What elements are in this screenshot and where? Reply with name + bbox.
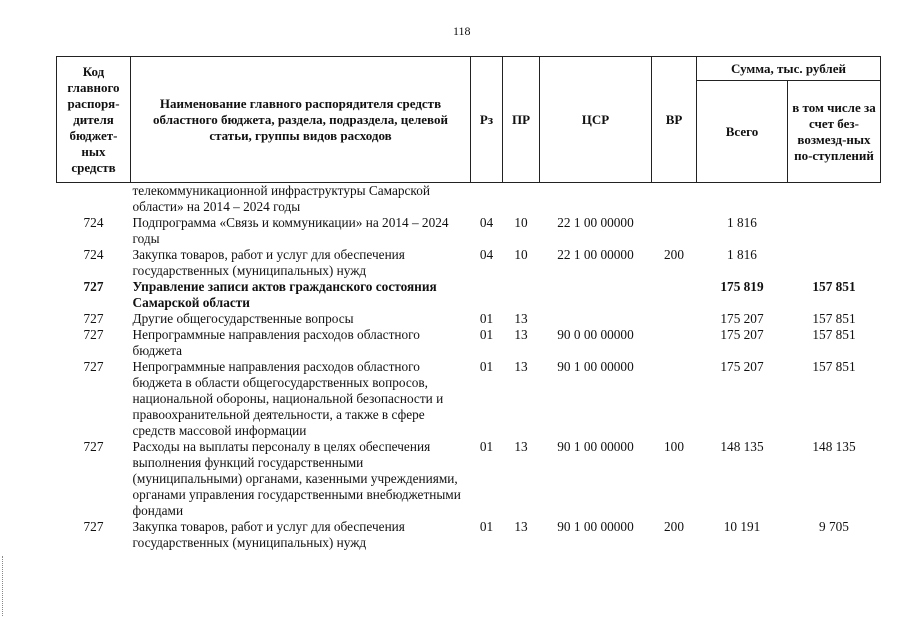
row-name: Закупка товаров, работ и услуг для обеспечения государственных (муниципальных) нужд: [132, 247, 405, 278]
row-csr: 90 0 00 00000: [557, 327, 634, 342]
table-row: [57, 247, 881, 279]
row-name: телекоммуникационной инфраструктуры Самарской области» на 2014 – 2024 годы: [132, 183, 430, 214]
table-row: [57, 327, 881, 359]
row-pr: 13: [514, 519, 528, 534]
row-code: 724: [83, 247, 104, 262]
row-total: 175 819: [720, 279, 764, 294]
header-rz: Рз: [471, 57, 503, 183]
row-csr: 22 1 00 00000: [557, 215, 634, 230]
row-code: 724: [83, 215, 104, 230]
row-csr: [540, 279, 652, 311]
row-pr: 13: [514, 327, 528, 342]
row-rz: 01: [479, 359, 494, 374]
row-incl: [788, 183, 881, 216]
row-code: 727: [83, 279, 104, 294]
row-code: [57, 183, 131, 216]
scan-margin-mark: [2, 556, 5, 616]
row-code: 727: [83, 359, 104, 374]
row-csr: [540, 183, 652, 216]
row-code: 727: [83, 311, 104, 326]
row-incl: [788, 215, 881, 247]
row-rz: 04: [479, 247, 494, 262]
row-vr: 100: [664, 439, 684, 454]
row-total: 148 135: [720, 439, 764, 454]
row-code: 727: [83, 327, 104, 342]
budget-table: [56, 56, 881, 551]
row-pr: 13: [514, 359, 528, 374]
row-total: 10 191: [723, 519, 761, 534]
row-vr: [652, 279, 697, 311]
row-total: 1 816: [727, 215, 757, 230]
table-row: [57, 439, 881, 519]
row-csr: 90 1 00 00000: [557, 519, 634, 534]
row-incl: [788, 247, 881, 279]
row-pr: [503, 183, 540, 216]
row-name: Закупка товаров, работ и услуг для обеспечения государственных (муниципальных) нужд: [132, 519, 405, 550]
row-code: 727: [83, 439, 104, 454]
row-csr: 22 1 00 00000: [557, 247, 634, 262]
row-incl: 9 705: [819, 519, 849, 534]
row-name: Непрограммные направления расходов областного бюджета в области общегосударственных вопросов, национальной обороны, национальной безопасности и правоохранительной деятельности, а также в сфере средств массовой информации: [132, 359, 444, 438]
row-incl: 157 851: [812, 359, 856, 374]
row-pr: [503, 279, 540, 311]
row-name: Расходы на выплаты персоналу в целях обеспечения выполнения функций государственными (муниципальными) органами, казенными учреждениями, органами управления государственными внебюджетными фондами: [132, 439, 461, 518]
row-pr: 13: [514, 439, 528, 454]
row-incl: 157 851: [812, 279, 856, 294]
row-incl: 157 851: [812, 327, 856, 342]
table-row: [57, 183, 881, 216]
row-total: 175 207: [720, 359, 764, 374]
row-vr: [652, 215, 697, 247]
row-pr: 10: [514, 247, 528, 262]
table-row: [57, 519, 881, 551]
row-csr: 90 1 00 00000: [557, 439, 634, 454]
row-vr: [652, 327, 697, 359]
row-rz: [471, 279, 503, 311]
row-pr: 10: [514, 215, 528, 230]
row-vr: [652, 183, 697, 216]
row-total: 175 207: [720, 327, 764, 342]
row-rz: 01: [479, 311, 494, 326]
row-name: Подпрограмма «Связь и коммуникации» на 2014 – 2024 годы: [132, 215, 449, 246]
row-incl: 157 851: [812, 311, 856, 326]
row-csr: 90 1 00 00000: [557, 359, 634, 374]
table-row: [57, 359, 881, 439]
row-total: 175 207: [720, 311, 764, 326]
header-total: Всего: [697, 81, 788, 183]
header-vr: ВР: [652, 57, 697, 183]
row-total: [697, 183, 788, 216]
header-csr: ЦСР: [540, 57, 652, 183]
header-name: Наименование главного распорядителя средств областного бюджета, раздела, подраздела, целевой статьи, группы видов расходов: [131, 57, 471, 183]
row-rz: 04: [479, 215, 494, 230]
table-row: [57, 279, 881, 311]
table-row: [57, 215, 881, 247]
row-total: 1 816: [727, 247, 757, 262]
table-row: [57, 311, 881, 327]
row-code: 727: [83, 519, 104, 534]
row-name: Другие общегосударственные вопросы: [132, 311, 354, 326]
row-vr: 200: [664, 247, 684, 262]
row-name: Непрограммные направления расходов областного бюджета: [132, 327, 420, 358]
row-csr: [540, 311, 652, 327]
row-pr: 13: [514, 311, 528, 326]
header-code: Код главного распоря-дителя бюджет-ных средств: [57, 57, 131, 183]
row-vr: [652, 359, 697, 439]
row-name: Управление записи актов гражданского состояния Самарской области: [132, 279, 437, 310]
row-rz: [471, 183, 503, 216]
row-rz: 01: [479, 439, 494, 454]
header-sum: Сумма, тыс. рублей: [697, 57, 881, 81]
row-vr: 200: [664, 519, 684, 534]
row-incl: 148 135: [812, 439, 856, 454]
header-pr: ПР: [503, 57, 540, 183]
header-incl: в том числе за счет без-возмезд-ных по-ступлений: [788, 81, 881, 183]
row-rz: 01: [479, 327, 494, 342]
row-rz: 01: [479, 519, 494, 534]
row-vr: [652, 311, 697, 327]
